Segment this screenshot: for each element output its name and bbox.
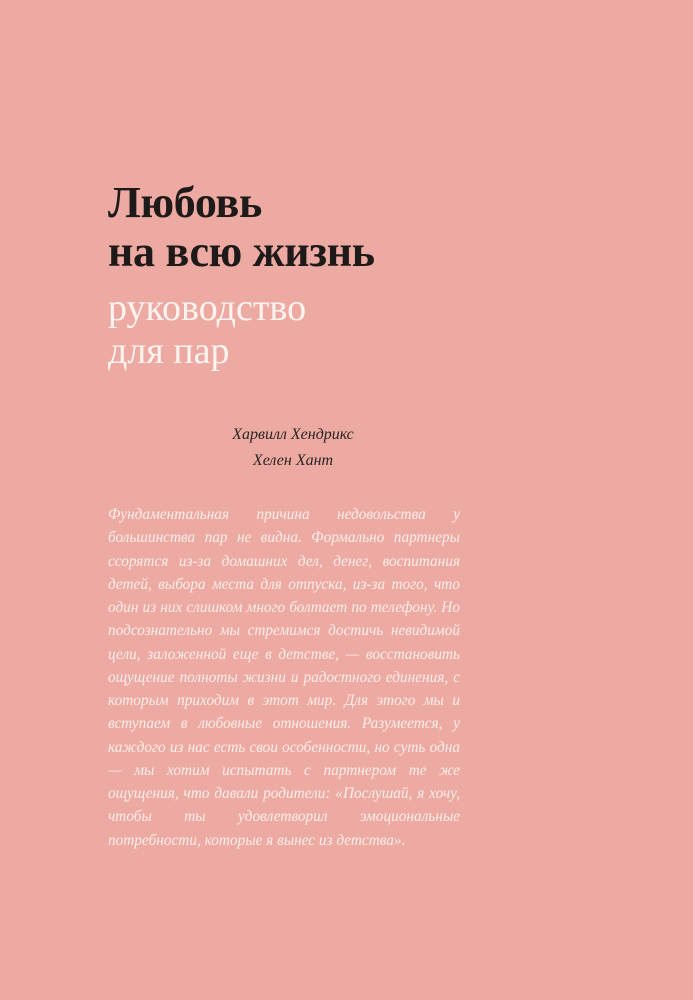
book-title-line-2: на всю жизнь (108, 227, 375, 277)
book-title (108, 178, 588, 277)
author-name-2: Хелен Хант (252, 451, 334, 469)
cover-content (108, 178, 588, 852)
book-title-line-1: Любовь (108, 178, 262, 227)
book-subtitle (108, 287, 588, 374)
author-name-1: Харвилл Хендрикс (232, 425, 354, 443)
author-list (108, 422, 588, 473)
cover-blurb-text: Фундаментальная причина недовольства у большинства пар не видна. Формально партнеры ссорятся из-за домашних дел, денег, воспитания детей, выбора места для отпуска, из-за того, что один из них слишком много болтает по телефону. Но подсознательно мы стремимся достичь невидимой цели, заложенной еще в детстве, — восстановить ощущение полноты жизни и радостного единения, с которым приходим в этот мир. Для этого мы и вступаем в любовные отношения. Разумеется, у каждого из нас есть свои особенности, но суть одна — мы хотим испытать с партнером те же ощущения, что давали родители: «Послушай, я хочу, чтобы ты удовлетворил эмоциональные потребности, которые я вынес из детства». (108, 506, 460, 849)
book-subtitle-line-2: для пар (108, 330, 230, 373)
book-subtitle-line-1: руководство (108, 286, 307, 329)
cover-blurb (108, 503, 460, 852)
